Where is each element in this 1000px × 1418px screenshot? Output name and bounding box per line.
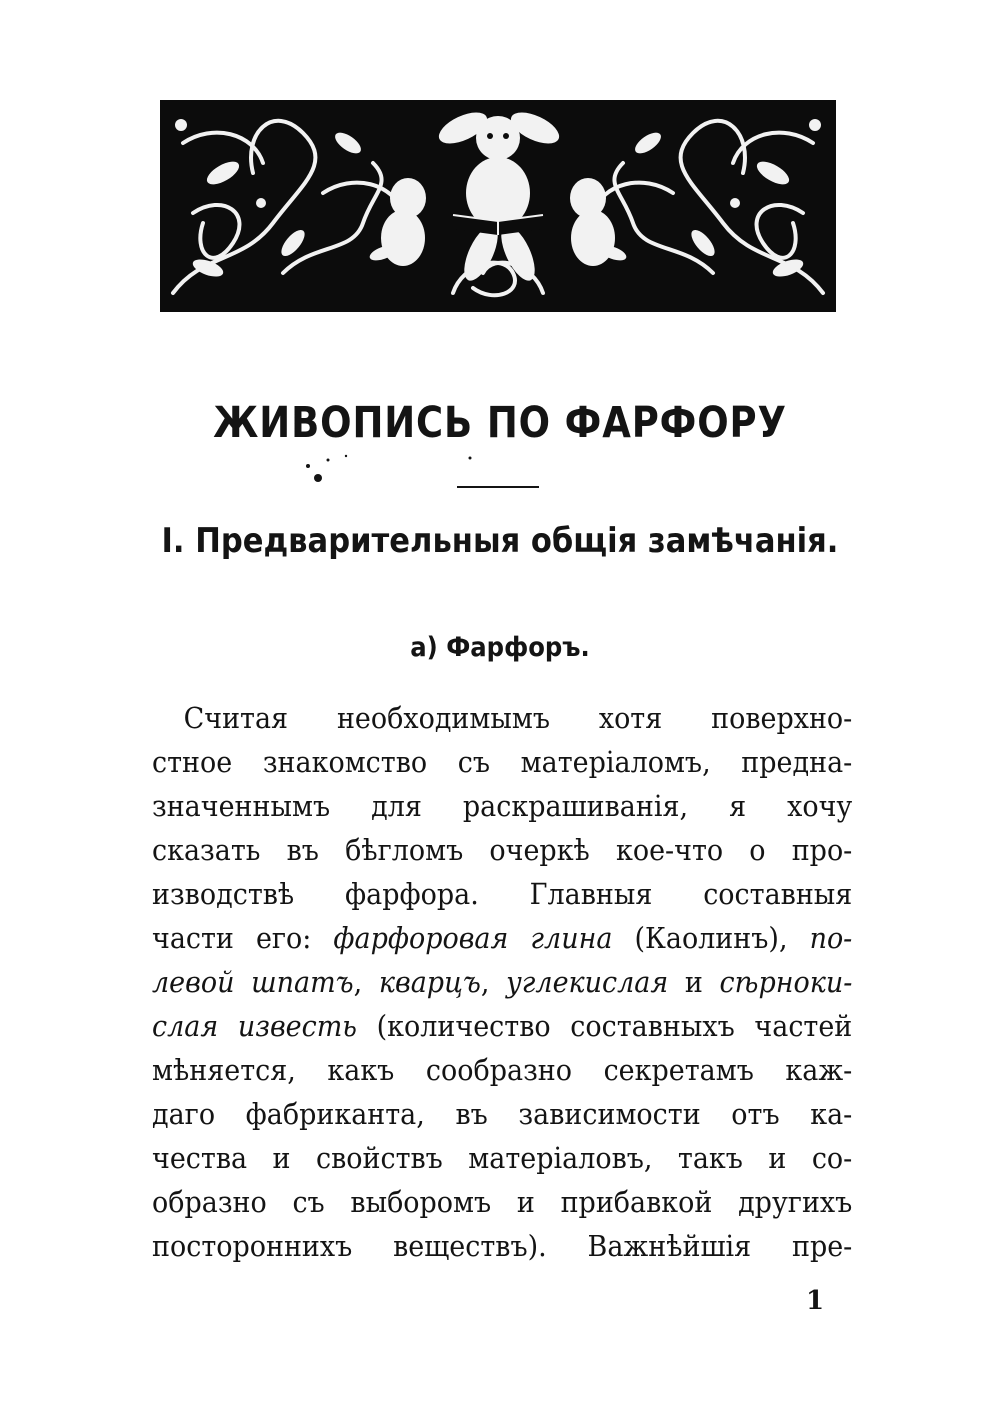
page-title: ЖИВОПИСЬ ПО ФАРФОРУ — [213, 398, 787, 448]
body-line: изводствѣ фарфора. Главныя составныя — [152, 877, 853, 911]
body-line: левой шпатъ, кварцъ, углекислая и сѣрноки- — [152, 965, 853, 999]
section-heading: I. Предварительныя общія замѣчанія. — [161, 521, 839, 561]
italic-term: слая известь — [152, 1009, 357, 1043]
body-line: части его: фарфоровая глина (Каолинъ), по- — [152, 921, 853, 955]
headpiece-illustration — [163, 103, 833, 309]
italic-term: углекислая — [506, 965, 669, 999]
italic-term: по- — [809, 921, 853, 955]
body-line: Считая необходимымъ хотя поверхно- — [183, 701, 853, 735]
body-line: стное знакомство съ матеріаломъ, предна- — [152, 745, 853, 779]
subsection-heading: а) Фарфоръ. — [410, 632, 590, 663]
ink-specks — [298, 448, 478, 488]
title-divider — [457, 486, 539, 488]
body-line: постороннихъ веществъ). Важнѣйшія пре- — [152, 1229, 853, 1263]
body-line: мѣняется, какъ сообразно секретамъ каж- — [152, 1053, 853, 1087]
body-line: слая известь (количество составныхъ частей — [152, 1009, 853, 1043]
body-line: даго фабриканта, въ зависимости отъ ка- — [152, 1097, 853, 1131]
body-text — [152, 696, 852, 1268]
decorative-headpiece — [160, 100, 836, 312]
italic-term: фарфоровая глина — [333, 921, 613, 955]
body-line: образно съ выборомъ и прибавкой другихъ — [152, 1185, 853, 1219]
page-number: 1 — [806, 1286, 825, 1316]
italic-term: левой шпатъ — [152, 965, 354, 999]
italic-term: кварцъ — [378, 965, 481, 999]
italic-term: сѣрноки- — [719, 965, 853, 999]
body-line: значеннымъ для раскрашиванія, я хочу — [152, 789, 853, 823]
body-line: чества и свойствъ матеріаловъ, такъ и со- — [152, 1141, 853, 1175]
body-line: сказать въ бѣгломъ очеркѣ кое-что о про- — [152, 833, 853, 867]
